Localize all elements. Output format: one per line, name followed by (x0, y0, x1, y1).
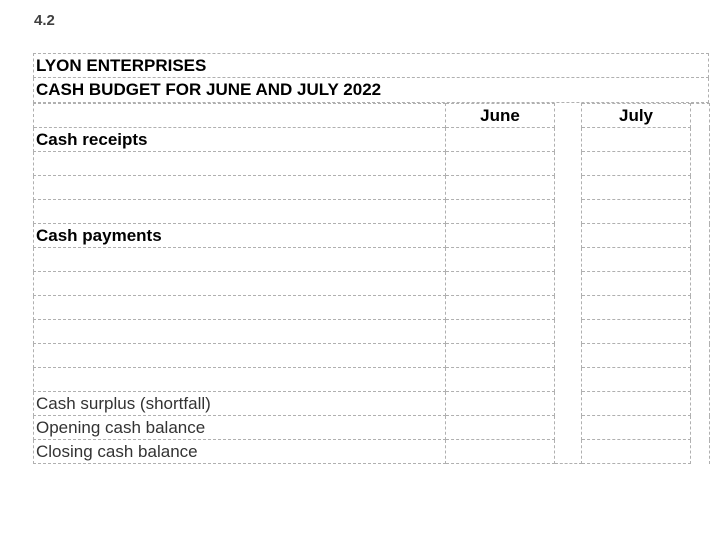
gap-cell (555, 368, 582, 392)
budget-title: CASH BUDGET FOR JUNE AND JULY 2022 (33, 78, 709, 103)
gap-cell (555, 176, 582, 200)
july-cell[interactable] (582, 440, 691, 464)
table-row (34, 440, 710, 464)
end-cell (691, 368, 710, 392)
june-cell[interactable] (446, 272, 555, 296)
company-name: LYON ENTERPRISES (33, 53, 709, 78)
gap-cell (555, 200, 582, 224)
gap-cell (555, 248, 582, 272)
gap-cell (555, 152, 582, 176)
label-header-cell (34, 104, 446, 128)
july-cell[interactable] (582, 128, 691, 152)
gap-cell (555, 272, 582, 296)
july-cell[interactable] (582, 272, 691, 296)
cash-surplus-label: Cash surplus (shortfall) (34, 392, 446, 416)
end-cell (691, 104, 710, 128)
cash-budget-table (33, 103, 710, 464)
end-cell (691, 248, 710, 272)
june-cell[interactable] (446, 128, 555, 152)
july-cell[interactable] (582, 296, 691, 320)
end-cell (691, 224, 710, 248)
end-cell (691, 296, 710, 320)
payment-item-cell[interactable] (34, 248, 446, 272)
july-cell[interactable] (582, 320, 691, 344)
july-cell[interactable] (582, 392, 691, 416)
payment-item-cell[interactable] (34, 296, 446, 320)
end-cell (691, 152, 710, 176)
receipt-item-cell[interactable] (34, 200, 446, 224)
table-row (34, 320, 710, 344)
june-cell[interactable] (446, 248, 555, 272)
june-cell[interactable] (446, 440, 555, 464)
table-row (34, 368, 710, 392)
payment-item-cell[interactable] (34, 368, 446, 392)
table-row (34, 344, 710, 368)
table-row (34, 224, 710, 248)
july-cell[interactable] (582, 152, 691, 176)
receipt-item-cell[interactable] (34, 176, 446, 200)
june-cell[interactable] (446, 152, 555, 176)
end-cell (691, 176, 710, 200)
july-header: July (582, 104, 691, 128)
june-cell[interactable] (446, 344, 555, 368)
payment-item-cell[interactable] (34, 320, 446, 344)
gap-cell (555, 320, 582, 344)
table-row (34, 152, 710, 176)
july-cell[interactable] (582, 176, 691, 200)
july-cell[interactable] (582, 344, 691, 368)
cash-receipts-label: Cash receipts (34, 128, 446, 152)
june-cell[interactable] (446, 176, 555, 200)
table-row (34, 296, 710, 320)
end-cell (691, 272, 710, 296)
table-row (34, 176, 710, 200)
table-row (34, 392, 710, 416)
column-header-row (34, 104, 710, 128)
closing-balance-label: Closing cash balance (34, 440, 446, 464)
cash-payments-label: Cash payments (34, 224, 446, 248)
july-cell[interactable] (582, 200, 691, 224)
gap-cell (555, 344, 582, 368)
july-cell[interactable] (582, 416, 691, 440)
table-row (34, 128, 710, 152)
receipt-item-cell[interactable] (34, 152, 446, 176)
end-cell (691, 344, 710, 368)
table-row (34, 248, 710, 272)
june-cell[interactable] (446, 392, 555, 416)
gap-cell (555, 416, 582, 440)
gap-cell (555, 296, 582, 320)
june-cell[interactable] (446, 200, 555, 224)
table-row (34, 200, 710, 224)
end-cell (691, 392, 710, 416)
payment-item-cell[interactable] (34, 272, 446, 296)
table-row (34, 416, 710, 440)
question-number: 4.2 (34, 12, 55, 29)
june-cell[interactable] (446, 368, 555, 392)
gap-cell (555, 224, 582, 248)
june-cell[interactable] (446, 296, 555, 320)
table-row (34, 272, 710, 296)
end-cell (691, 416, 710, 440)
end-cell (691, 320, 710, 344)
june-cell[interactable] (446, 416, 555, 440)
june-cell[interactable] (446, 320, 555, 344)
payment-item-cell[interactable] (34, 344, 446, 368)
gap-cell (555, 104, 582, 128)
july-cell[interactable] (582, 368, 691, 392)
gap-cell (555, 440, 582, 464)
opening-balance-label: Opening cash balance (34, 416, 446, 440)
end-cell (691, 200, 710, 224)
gap-cell (555, 128, 582, 152)
gap-cell (555, 392, 582, 416)
end-cell (691, 440, 710, 464)
june-header: June (446, 104, 555, 128)
july-cell[interactable] (582, 248, 691, 272)
end-cell (691, 128, 710, 152)
june-cell[interactable] (446, 224, 555, 248)
july-cell[interactable] (582, 224, 691, 248)
